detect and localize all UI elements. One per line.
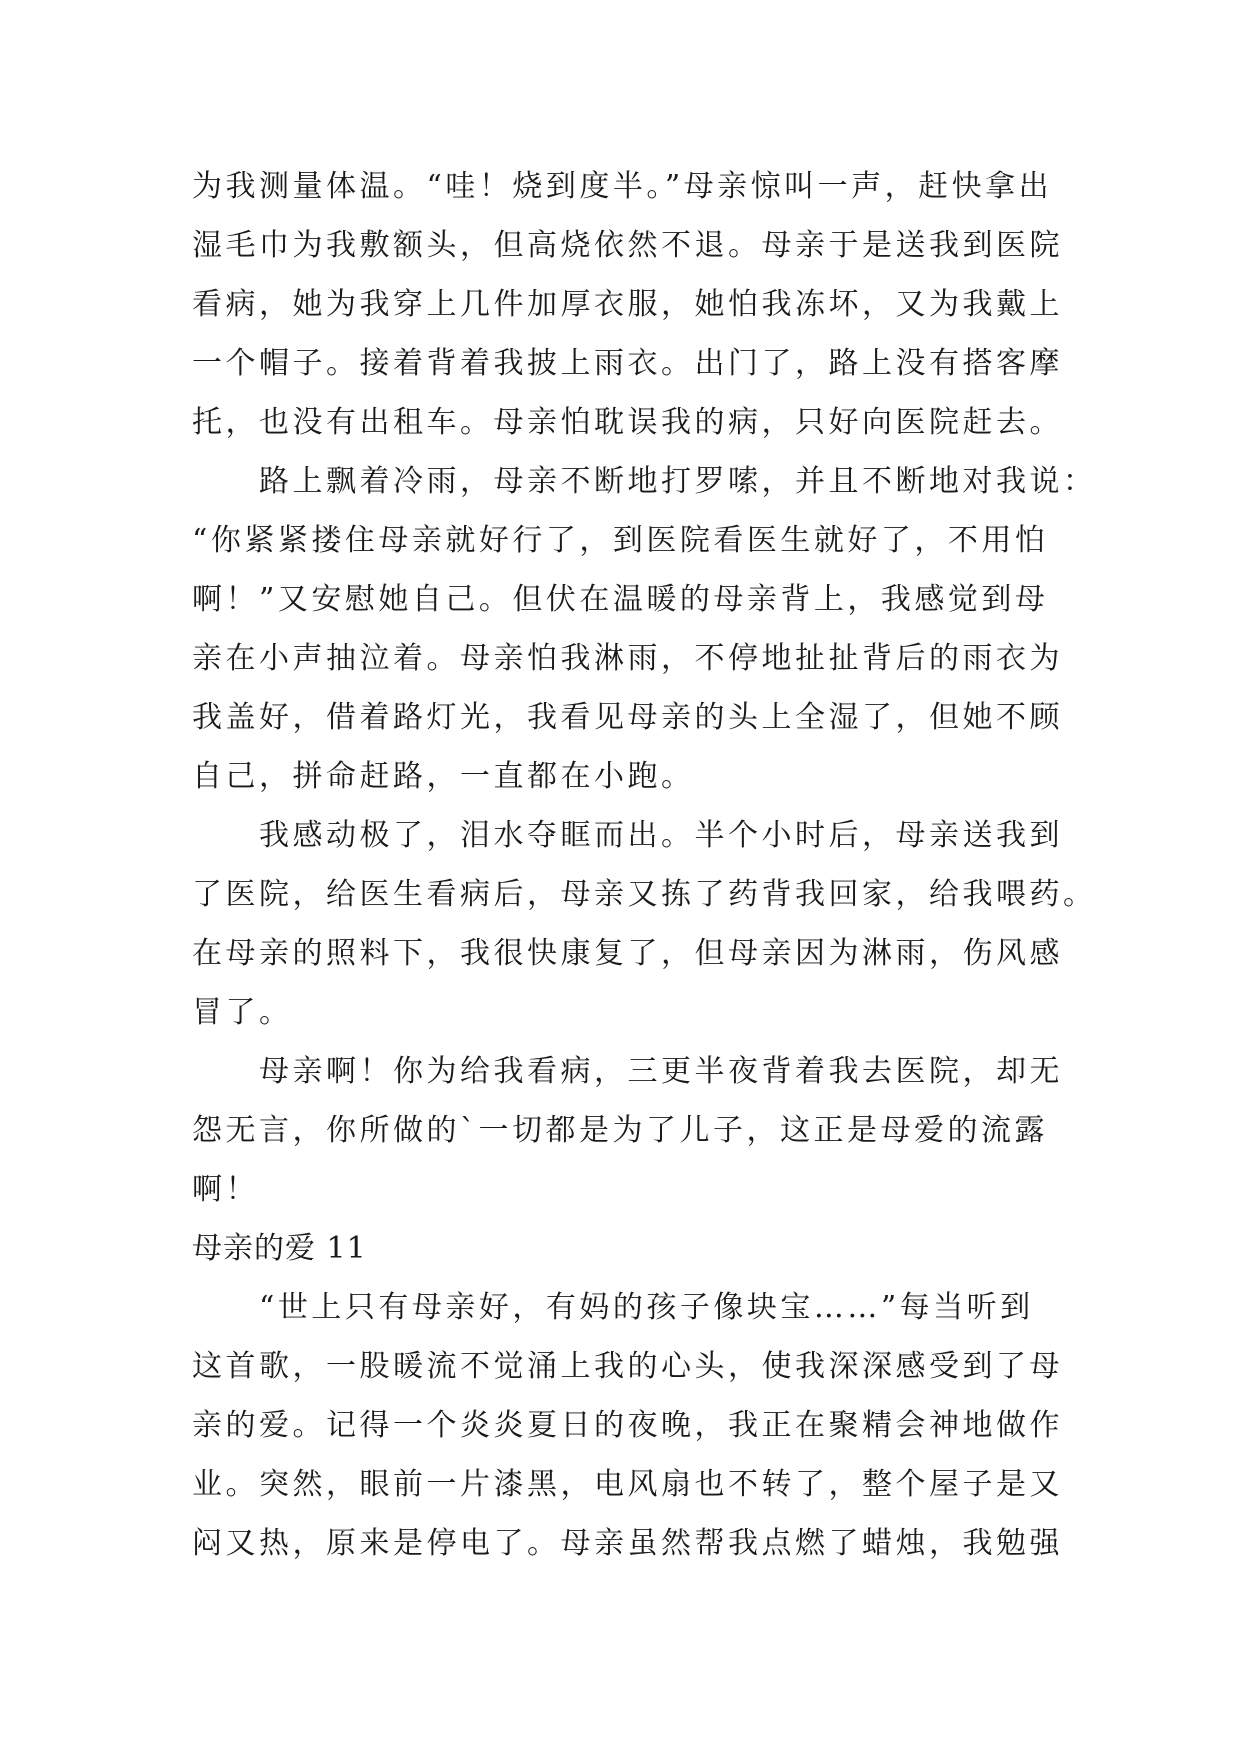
text-line: 一个帽子。接着背着我披上雨衣。出门了，路上没有搭客摩 bbox=[192, 346, 1063, 381]
essay-text bbox=[192, 157, 1097, 1573]
text-line: 这首歌，一股暖流不觉涌上我的心头，使我深深感受到了母 bbox=[192, 1349, 1063, 1384]
text-line: 湿毛巾为我敷额头，但高烧依然不退。母亲于是送我到医院 bbox=[192, 228, 1063, 263]
text-line: 自己，拼命赶路，一直都在小跑。 bbox=[192, 759, 695, 794]
text-line: 路上飘着冷雨，母亲不断地打罗嗦，并且不断地对我说： bbox=[192, 464, 1097, 499]
text-line: 母亲啊！你为给我看病，三更半夜背着我去医院，却无 bbox=[192, 1054, 1063, 1089]
text-line: 我盖好，借着路灯光，我看见母亲的头上全湿了，但她不顾 bbox=[192, 700, 1063, 735]
text-line: 看病，她为我穿上几件加厚衣服，她怕我冻坏，又为我戴上 bbox=[192, 287, 1063, 322]
text-line: 啊！ bbox=[192, 1172, 259, 1207]
text-line: 为我测量体温。“哇！烧到度半。”母亲惊叫一声，赶快拿出 bbox=[192, 169, 1053, 204]
section-heading: 母亲的爱 11 bbox=[192, 1231, 367, 1266]
text-line: 业。突然，眼前一片漆黑，电风扇也不转了，整个屋子是又 bbox=[192, 1467, 1063, 1502]
text-line: “你紧紧搂住母亲就好行了，到医院看医生就好了，不用怕 bbox=[192, 523, 1049, 558]
text-line: 亲的爱。记得一个炎炎夏日的夜晚，我正在聚精会神地做作 bbox=[192, 1408, 1063, 1443]
text-line: 闷又热，原来是停电了。母亲虽然帮我点燃了蜡烛，我勉强 bbox=[192, 1526, 1063, 1561]
text-line: 怨无言，你所做的`一切都是为了儿子，这正是母爱的流露 bbox=[192, 1113, 1048, 1148]
text-line: 我感动极了，泪水夺眶而出。半个小时后，母亲送我到 bbox=[192, 818, 1063, 853]
text-line: 啊！”又安慰她自己。但伏在温暖的母亲背上，我感觉到母 bbox=[192, 582, 1049, 617]
text-line: 托，也没有出租车。母亲怕耽误我的病，只好向医院赶去。 bbox=[192, 405, 1063, 440]
text-line: “世上只有母亲好，有妈的孩子像块宝……”每当听到 bbox=[192, 1290, 1034, 1325]
text-line: 冒了。 bbox=[192, 995, 293, 1030]
text-line: 了医院，给医生看病后，母亲又拣了药背我回家，给我喂药。 bbox=[192, 877, 1097, 912]
text-line: 亲在小声抽泣着。母亲怕我淋雨，不停地扯扯背后的雨衣为 bbox=[192, 641, 1063, 676]
text-line: 在母亲的照料下，我很快康复了，但母亲因为淋雨，伤风感 bbox=[192, 936, 1063, 971]
